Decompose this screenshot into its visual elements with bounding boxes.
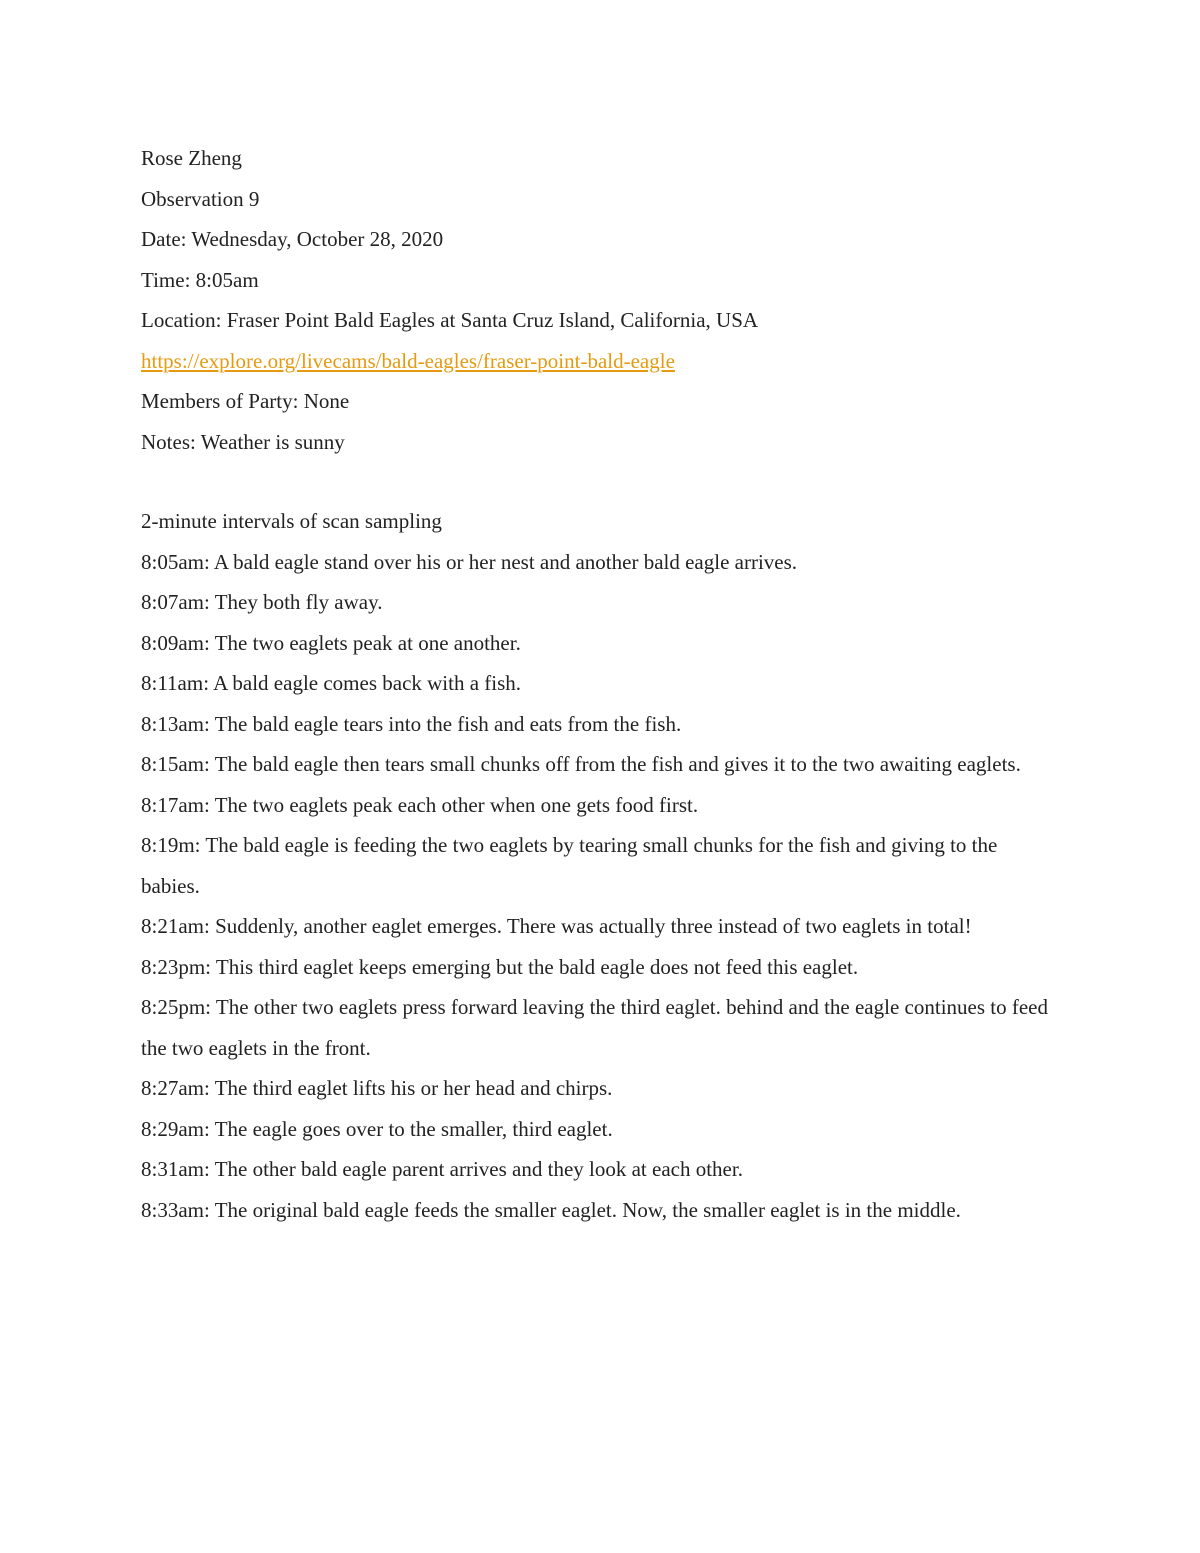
- observation-entry: 8:13am: The bald eagle tears into the fish and eats from the fish.: [141, 711, 682, 736]
- spacer: [141, 462, 1061, 501]
- livecam-link-row: [141, 341, 1061, 382]
- observation-number: Observation 9: [141, 186, 260, 211]
- observation-entry: 8:09am: The two eaglets peak at one another.: [141, 630, 521, 655]
- observation-entry: 8:29am: The eagle goes over to the smaller, third eaglet.: [141, 1116, 613, 1141]
- observation-entry: 8:23pm: This third eaglet keeps emerging but the bald eagle does not feed this eaglet.: [141, 954, 859, 979]
- observation-entry: 8:05am: A bald eagle stand over his or her nest and another bald eagle arrives.: [141, 549, 798, 574]
- observation-date: Date: Wednesday, October 28, 2020: [141, 227, 444, 251]
- observation-notes: Notes: Weather is sunny: [141, 429, 345, 454]
- section-title: 2-minute intervals of scan sampling: [141, 509, 442, 533]
- document-page: [141, 138, 1061, 1230]
- observation-entry: 8:25pm: The other two eaglets press forward leaving the third eaglet. behind and the eagle continues to feed the two eaglets in the front.: [141, 995, 1048, 1060]
- observation-entry: 8:11am: A bald eagle comes back with a fish.: [141, 671, 522, 695]
- observation-location: Location: Fraser Point Bald Eagles at Santa Cruz Island, California, USA: [141, 308, 759, 332]
- members-of-party: Members of Party: None: [141, 389, 350, 413]
- observation-entry: 8:07am: They both fly away.: [141, 590, 383, 614]
- observation-time: Time: 8:05am: [141, 267, 259, 292]
- observation-entry: 8:27am: The third eaglet lifts his or her head and chirps.: [141, 1076, 613, 1100]
- observation-list: [141, 542, 1061, 1231]
- observation-entry: 8:19m: The bald eagle is feeding the two eaglets by tearing small chunks for the fish and giving to the babies.: [141, 833, 998, 898]
- author-name: Rose Zheng: [141, 146, 242, 170]
- observation-entry: 8:31am: The other bald eagle parent arrives and they look at each other.: [141, 1157, 743, 1181]
- observation-entry: 8:17am: The two eaglets peak each other when one gets food first.: [141, 792, 699, 817]
- observation-entry: 8:15am: The bald eagle then tears small chunks off from the fish and gives it to the two awaiting eaglets.: [141, 752, 1021, 776]
- observation-entry: 8:21am: Suddenly, another eaglet emerges. There was actually three instead of two eaglets in total!: [141, 914, 972, 938]
- observation-entry: 8:33am: The original bald eagle feeds the smaller eaglet. Now, the smaller eaglet is in the middle.: [141, 1197, 961, 1222]
- livecam-link[interactable]: https://explore.org/livecams/bald-eagles/fraser-point-bald-eagle: [141, 348, 675, 373]
